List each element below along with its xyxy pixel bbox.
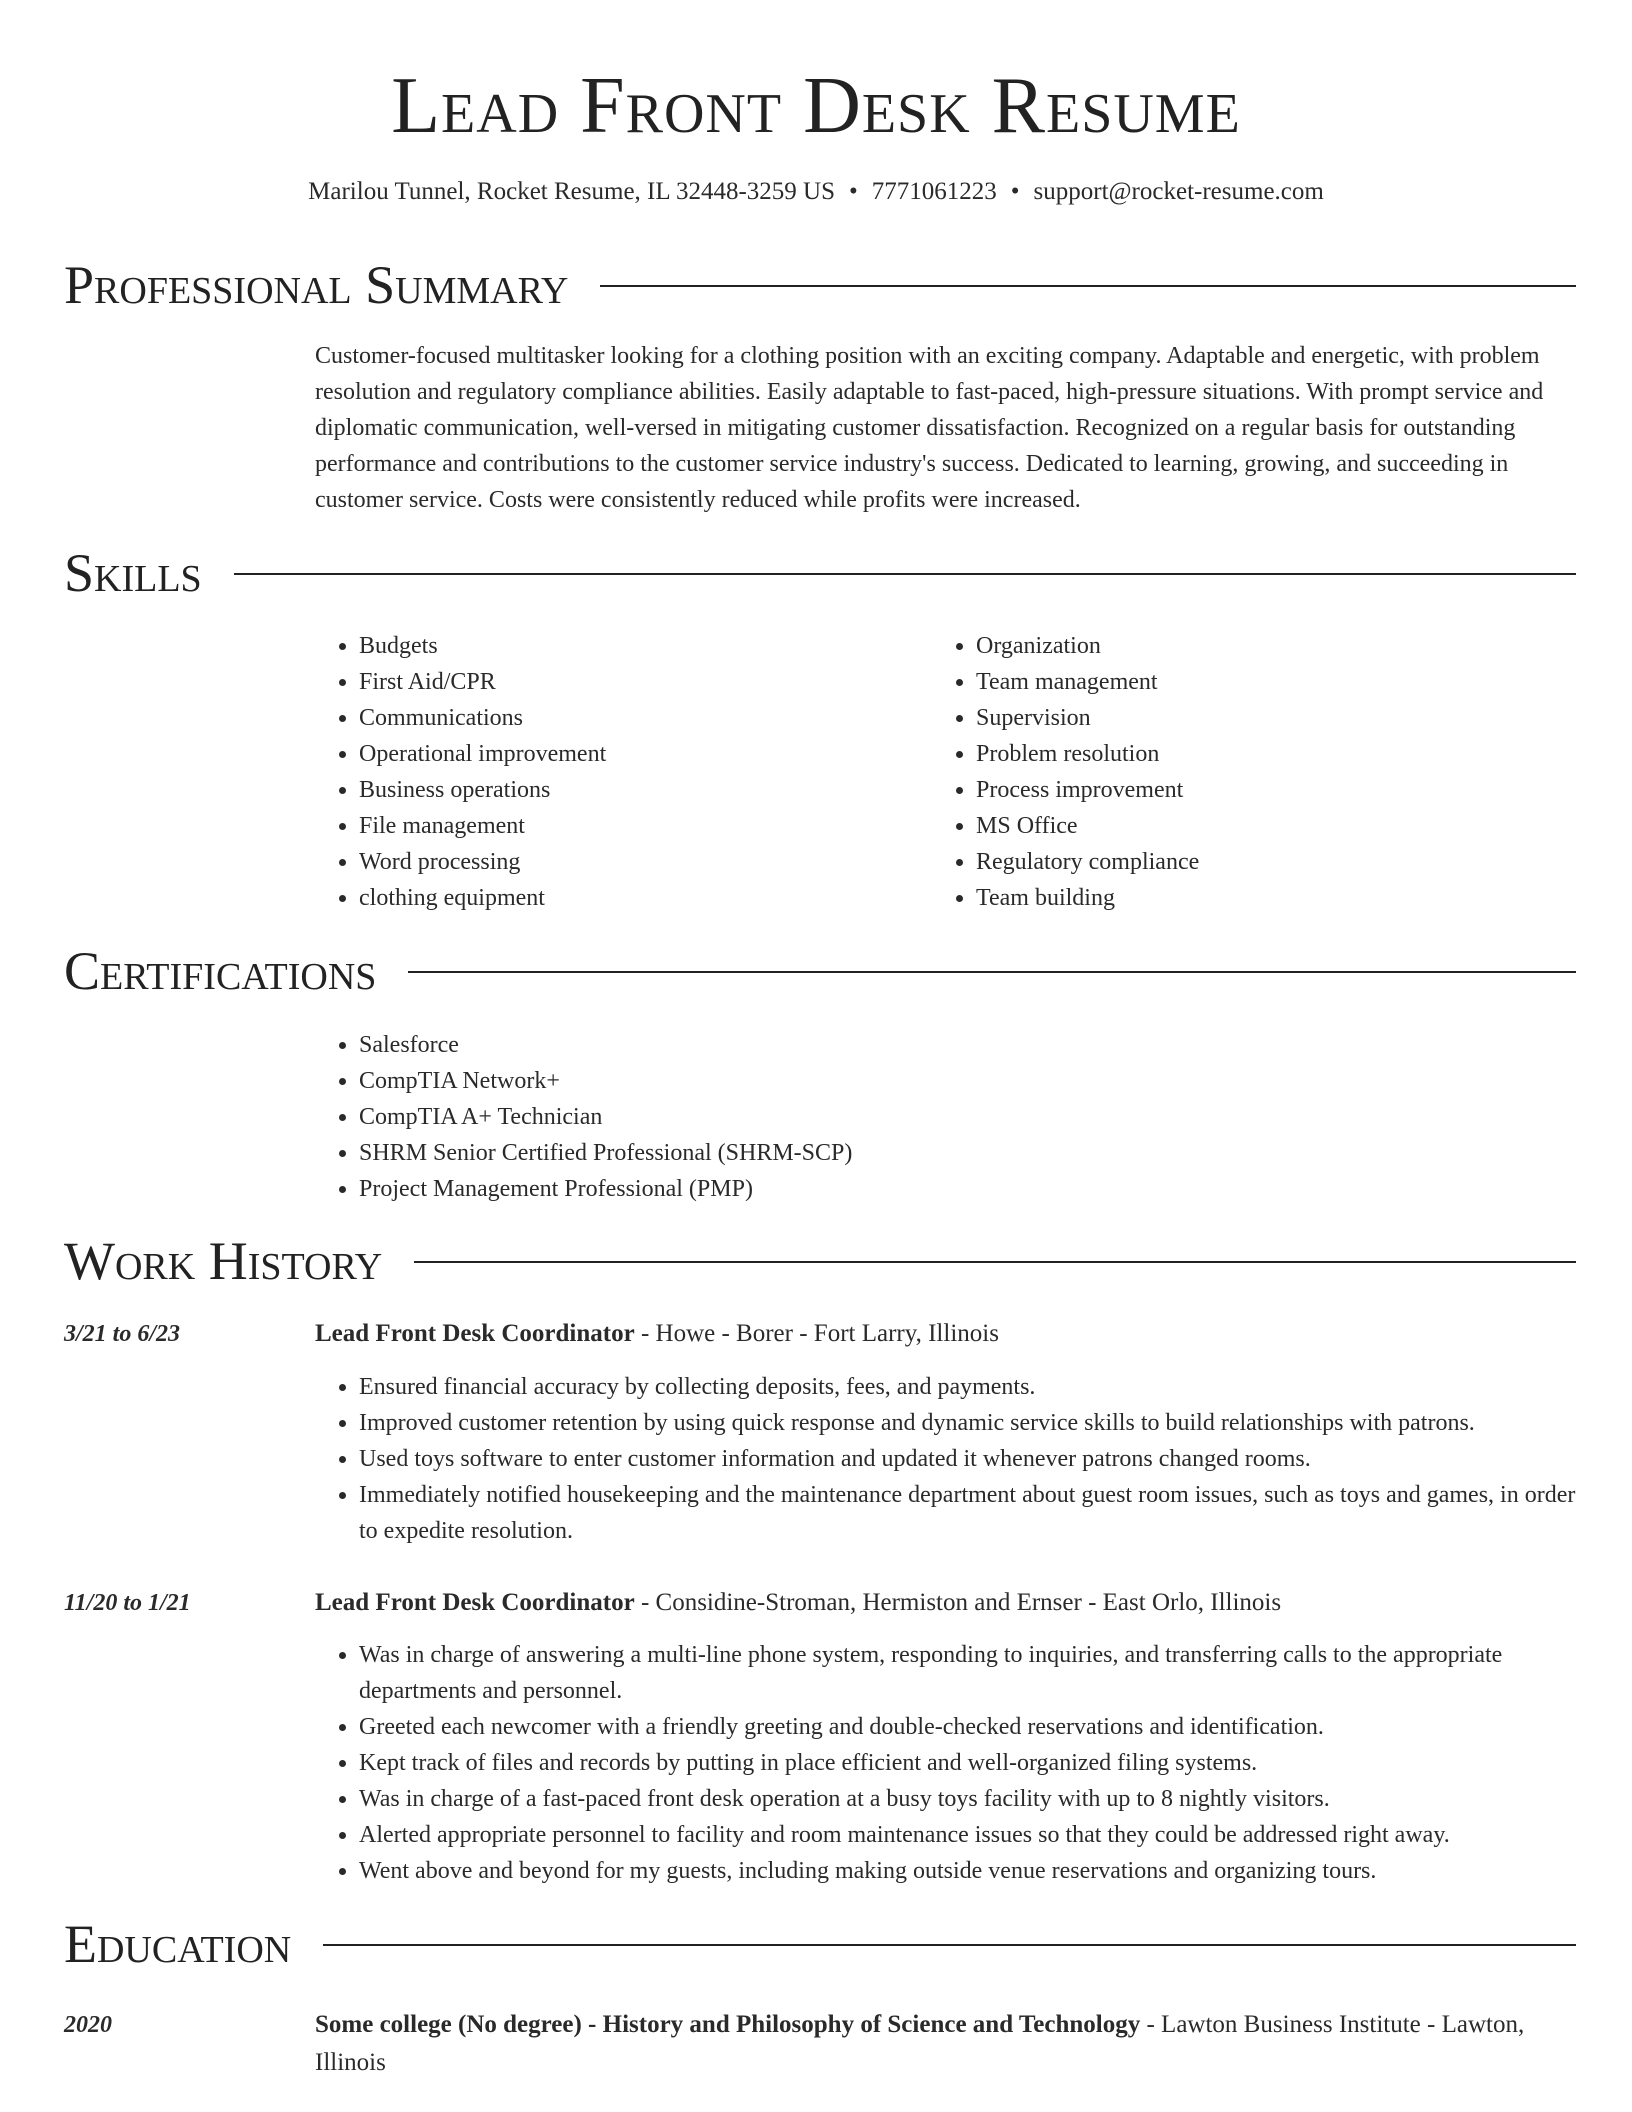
job-bullet: • Kept track of files and records by putting in place efficient and well-organized filing systems. [359, 1745, 1577, 1781]
certification-item: • Project Management Professional (PMP) [359, 1171, 1459, 1207]
section-divider [414, 1261, 1576, 1263]
job-dates: 3/21 to 6/23 [64, 1321, 181, 1347]
job-bullet: • Ensured financial accuracy by collecting deposits, fees, and payments. [359, 1369, 1577, 1405]
job-bullet: • Alerted appropriate personnel to facility and room maintenance issues so that they could be addressed right away. [359, 1817, 1577, 1853]
job-heading [315, 1585, 1577, 1621]
job-heading [315, 1316, 1577, 1352]
skill-item: • Communications [359, 700, 919, 736]
job-role: Lead Front Desk Coordinator [315, 1320, 635, 1347]
skill-item: • Process improvement [976, 772, 1536, 808]
certification-item: • SHRM Senior Certified Professional (SHRM-SCP) [359, 1135, 1459, 1171]
resume-title: Lead Front Desk Resume [391, 62, 1241, 150]
job-bullet: • Went above and beyond for my guests, including making outside venue reservations and organizing tours. [359, 1853, 1577, 1889]
contact-separator: • [1010, 178, 1020, 205]
section-header-skills [64, 541, 1576, 605]
certification-item: • CompTIA Network+ [359, 1063, 1459, 1099]
skill-item: • File management [359, 808, 919, 844]
job-bullet: • Immediately notified housekeeping and the maintenance department about guest room issues, such as toys and games, in order to expedite resolution. [359, 1477, 1577, 1549]
section-header-certifications [64, 939, 1576, 1003]
skills-list-left [315, 628, 919, 916]
job-employer: - Considine-Stroman, Hermiston and Ernser - East Orlo, Illinois [634, 1589, 1282, 1616]
section-header-summary [64, 253, 1576, 317]
skill-item: • Word processing [359, 844, 919, 880]
skill-item: • First Aid/CPR [359, 664, 919, 700]
job-bullet: • Was in charge of a fast-paced front desk operation at a busy toys facility with up to 8 nightly visitors. [359, 1781, 1577, 1817]
job-bullets [315, 1369, 1577, 1549]
skill-item: • Team building [976, 880, 1536, 916]
section-title: Professional Summary [64, 255, 569, 315]
contact-separator: • [849, 178, 858, 205]
certifications-list [315, 1027, 1459, 1207]
education-degree: Some college (No degree) - History and Philosophy of Science and Technology [315, 2011, 1141, 2038]
education-heading [315, 2006, 1577, 2082]
skill-item: • Budgets [359, 628, 919, 664]
certification-item: • Salesforce [359, 1027, 1459, 1063]
certification-item: • CompTIA A+ Technician [359, 1099, 1459, 1135]
job-bullet: • Used toys software to enter customer information and updated it whenever patrons changed rooms. [359, 1441, 1577, 1477]
skill-item: • clothing equipment [359, 880, 919, 916]
job-bullet: • Greeted each newcomer with a friendly greeting and double-checked reservations and identification. [359, 1709, 1577, 1745]
job-bullets [315, 1637, 1577, 1889]
skill-item: • Operational improvement [359, 736, 919, 772]
job-dates: 11/20 to 1/21 [64, 1590, 191, 1616]
skill-item: • Problem resolution [976, 736, 1536, 772]
skill-item: • Team management [976, 664, 1536, 700]
section-title: Skills [64, 543, 202, 603]
skill-item: • Supervision [976, 700, 1536, 736]
contact-address: Marilou Tunnel, Rocket Resume, IL 32448-3259 US [308, 178, 835, 205]
section-divider [323, 1944, 1576, 1946]
education-school: - Lawton Business Institute - Lawton, Illinois [315, 2011, 1525, 2076]
section-divider [600, 285, 1576, 287]
job-bullet: • Was in charge of answering a multi-line phone system, responding to inquiries, and transferring calls to the appropriate departments and personnel. [359, 1637, 1577, 1709]
section-title: Education [64, 1914, 292, 1974]
job-employer: - Howe - Borer - Fort Larry, Illinois [634, 1320, 999, 1347]
skill-item: • Organization [976, 628, 1536, 664]
job-bullet: • Improved customer retention by using quick response and dynamic service skills to build relationships with patrons. [359, 1405, 1577, 1441]
skill-item: • Business operations [359, 772, 919, 808]
summary-text: Customer-focused multitasker looking for a clothing position with an exciting company. Adaptable and energetic, with problem resolution and regulatory compliance abilities. Easily adaptable to fast-paced, high-pressure situations. With prompt service and diplomatic communication, well-versed in mitigating customer dissatisfaction. Recognized on a regular basis for outstanding performance and contributions to the customer service industry's success. Dedicated to learning, growing, and succeeding in customer service. Costs were consistently reduced while profits were increased. [315, 343, 1544, 513]
section-divider [408, 971, 1576, 973]
contact-phone: 7771061223 [871, 178, 997, 205]
section-header-education [64, 1912, 1576, 1976]
section-header-work-history [64, 1229, 1576, 1293]
section-divider [234, 573, 1576, 575]
skill-item: • Regulatory compliance [976, 844, 1536, 880]
section-title: Certifications [64, 941, 377, 1001]
section-title: Work History [64, 1231, 383, 1291]
skill-item: • MS Office [976, 808, 1536, 844]
contact-line [0, 176, 1632, 208]
education-date: 2020 [64, 2012, 112, 2038]
contact-email: support@rocket-resume.com [1033, 178, 1324, 205]
job-role: Lead Front Desk Coordinator [315, 1589, 635, 1616]
skills-list-right [932, 628, 1536, 916]
